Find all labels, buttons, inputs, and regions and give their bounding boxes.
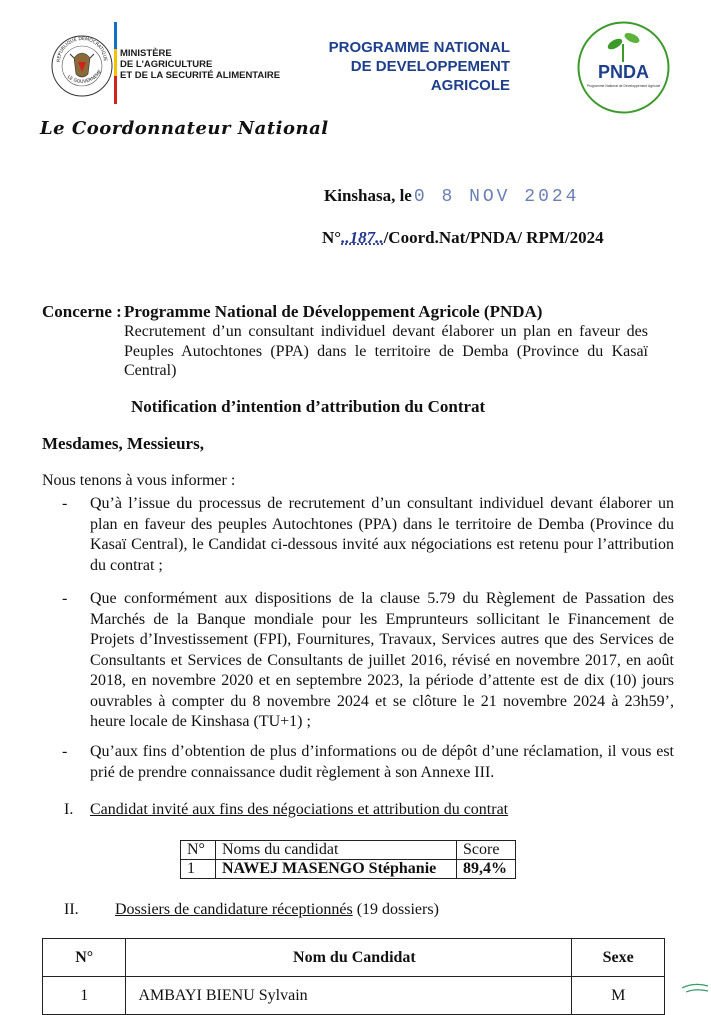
bullet-text: Qu’aux fins d’obtention de plus d’informations ou de dépôt d’une réclamation, il vous est prié de prendre connaissance dudit règlement à son Annexe III. <box>90 743 674 781</box>
bullet-dash: - <box>62 743 68 760</box>
table-header-row <box>43 939 665 977</box>
table-header-cell: Noms du candidat <box>216 841 457 860</box>
section-number: II. <box>64 901 79 918</box>
subject-description: Recrutement d’un consultant individuel devant élaborer un plan en faveur des Peuples Autochtones (PPA) dans le territoire de Demba (Province du Kasaï Central) <box>124 323 648 379</box>
date-stamp: 0 8 NOV 2024 <box>413 187 580 207</box>
program-title <box>300 38 510 95</box>
table-header-cell: Sexe <box>572 939 665 977</box>
place-date <box>324 186 579 207</box>
table-cell: 89,4% <box>457 860 516 879</box>
bullet-dash: - <box>62 590 68 607</box>
table-cell: NAWEJ MASENGO Stéphanie <box>216 860 457 879</box>
table-header-cell: Score <box>457 841 516 860</box>
table-cell: 1 <box>43 977 126 1015</box>
list-item <box>62 742 674 783</box>
table-header-row <box>181 841 516 860</box>
table-cell: M <box>572 977 665 1015</box>
bullet-dash: - <box>62 495 68 512</box>
ref-prefix: N° <box>322 228 342 247</box>
table-row <box>181 860 516 879</box>
section-title: Dossiers de candidature réceptionnés <box>115 901 353 918</box>
table-header-cell: N° <box>43 939 126 977</box>
coordinator-title: Le Coordonnateur National <box>40 118 329 139</box>
program-title-line: AGRICOLE <box>430 77 510 94</box>
list-item <box>62 589 674 733</box>
program-title-line: DE DEVELOPPEMENT <box>350 58 510 75</box>
subject-label: Concerne : <box>42 302 122 321</box>
pen-mark-icon <box>680 978 710 998</box>
reference-number <box>322 228 604 248</box>
ref-suffix: /Coord.Nat/PNDA/ RPM/2024 <box>383 228 604 247</box>
dossier-count: (19 dossiers) <box>356 901 439 918</box>
dossiers-table <box>42 938 665 1015</box>
ministry-line: ET DE LA SECURITÉ ALIMENTAIRE <box>120 70 281 81</box>
table-header-cell: N° <box>181 841 216 860</box>
table-header-cell: Nom du Candidat <box>126 939 572 977</box>
coat-of-arms-seal <box>50 18 114 106</box>
list-item <box>62 494 674 576</box>
pnda-logo <box>576 20 671 115</box>
subject-title: Programme National de Développement Agricole (PNDA) <box>124 302 543 321</box>
table-cell: AMBAYI BIENU Sylvain <box>126 977 572 1015</box>
seal-bottom-text: LE GOUVERNEME <box>66 69 104 85</box>
table-row <box>43 977 665 1015</box>
logo-text: PNDA <box>597 62 650 82</box>
notification-title: Notification d’intention d’attribution du Contrat <box>131 397 486 416</box>
intro-text: Nous tenons à vous informer : <box>42 472 236 489</box>
section-number: I. <box>64 801 74 818</box>
program-title-line: PROGRAMME NATIONAL <box>328 39 510 56</box>
bullet-text: Que conformément aux dispositions de la clause 5.79 du Règlement de Passation des Marchés de la Banque mondiale pour les Emprunteurs sollicitant le Financement de Projets d’Investissement (FPI), Fournitures, Travaux, Services autres que des Services de Consultants et Services de Consultants de juillet 2016, révisé en novembre 2017, en août 2018, en novembre 2020 et en septembre 2023, la période d’attente est de dix (10) jours ouvrables à compter du 8 novembre 2024 et se clôture le 21 novembre 2024 à 23h59’, heure locale de Kinshasa (TU+1) ; <box>90 590 674 730</box>
section-title: Candidat invité aux fins des négociations et attribution du contrat <box>90 801 509 818</box>
ministry-line: DE L'AGRICULTURE <box>120 59 213 70</box>
winner-table <box>180 840 516 879</box>
logo-subtext: Programme National de Développement Agricole <box>586 84 661 88</box>
seal-top-text: REPUBLIQUE DEMOCRATIQUE <box>56 36 108 63</box>
salutation: Mesdames, Messieurs, <box>42 434 204 453</box>
ministry-name <box>120 48 280 81</box>
flag-color-bar <box>114 22 117 104</box>
table-cell: 1 <box>181 860 216 879</box>
place-prefix: Kinshasa, le <box>324 186 412 205</box>
bullet-text: Qu’à l’issue du processus de recrutement d’un consultant individuel devant élaborer un plan en faveur des peuples Autochtones (PPA) dans le territoire de Demba (Province du Kasaï Central), le Candidat ci-dessous invité aux négociations est retenu pour l’attribution du contrat ; <box>90 495 674 574</box>
ministry-line: MINISTÈRE <box>120 48 172 59</box>
ref-handwritten-number: ..187.. <box>341 228 384 247</box>
